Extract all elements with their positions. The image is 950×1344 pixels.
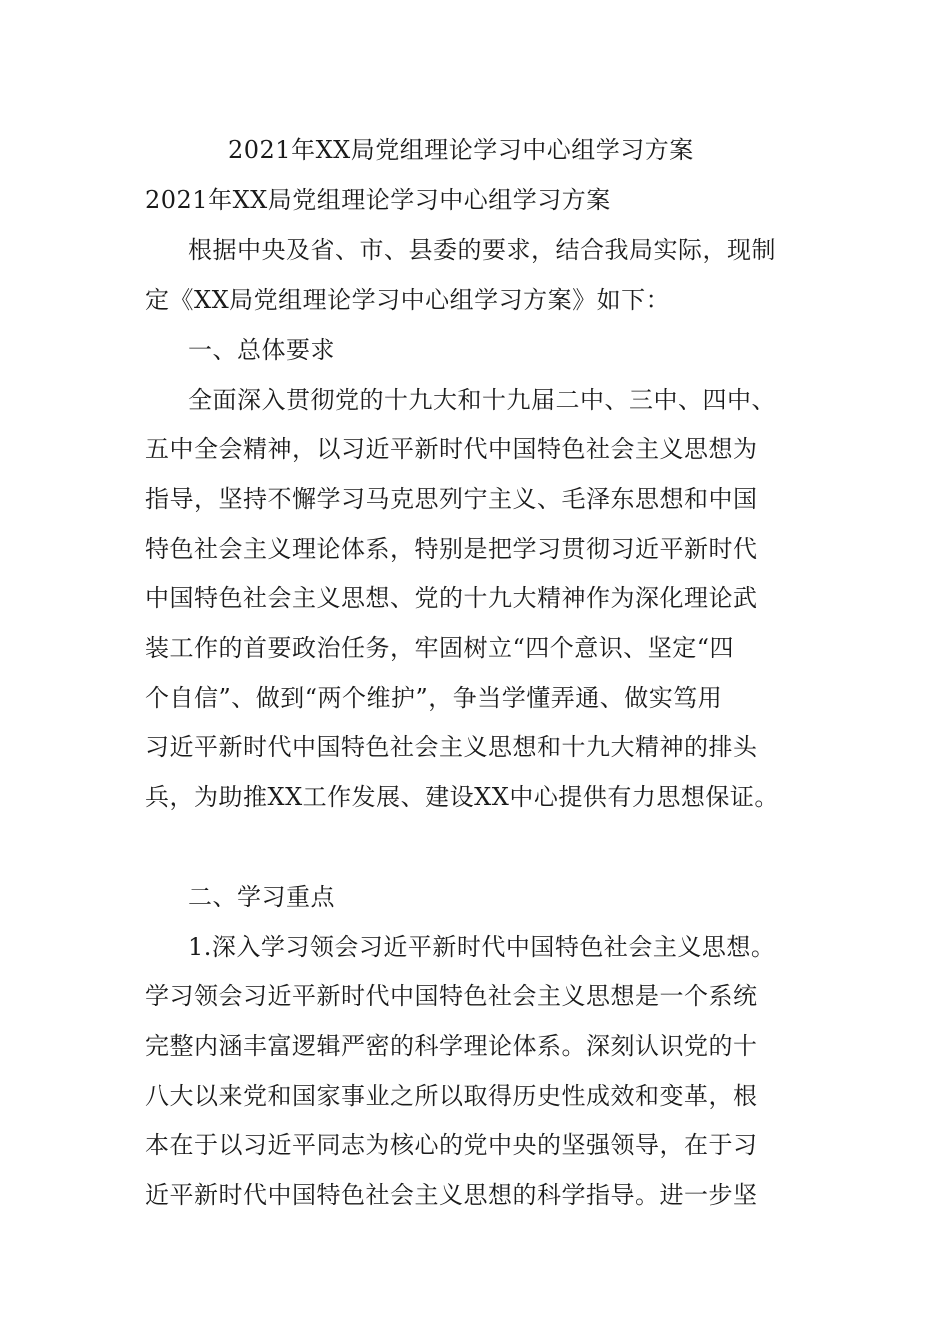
paragraph-line: 中国特色社会主义思想、党的十九大精神作为深化理论武	[145, 584, 758, 612]
intro-line: 根据中央及省、市、县委的要求，结合我局实际，现制	[188, 236, 776, 264]
paragraph-line: 八大以来党和国家事业之所以取得历史性成效和变革，根	[145, 1082, 758, 1110]
paragraph-line: 兵，为助推XX工作发展、建设XX中心提供有力思想保证。	[145, 783, 779, 811]
section-heading: 一、总体要求	[188, 336, 335, 364]
paragraph-line: 1.深入学习领会习近平新时代中国特色社会主义思想。	[188, 933, 776, 961]
paragraph-line: 个自信”、做到“两个维护”，争当学懂弄通、做实笃用	[145, 684, 723, 712]
paragraph-line: 习近平新时代中国特色社会主义思想和十九大精神的排头	[145, 733, 758, 761]
paragraph-line: 本在于以习近平同志为核心的党中央的坚强领导，在于习	[145, 1131, 758, 1159]
document-title: 2021年XX局党组理论学习中心组学习方案	[228, 136, 694, 164]
paragraph-line: 五中全会精神，以习近平新时代中国特色社会主义思想为	[145, 435, 758, 463]
paragraph-line: 指导，坚持不懈学习马克思列宁主义、毛泽东思想和中国	[145, 485, 758, 513]
section-heading: 二、学习重点	[188, 883, 335, 911]
document-subtitle: 2021年XX局党组理论学习中心组学习方案	[145, 186, 611, 214]
intro-line: 定《XX局党组理论学习中心组学习方案》如下：	[145, 286, 671, 314]
paragraph-line: 完整内涵丰富逻辑严密的科学理论体系。深刻认识党的十	[145, 1032, 758, 1060]
paragraph-line: 近平新时代中国特色社会主义思想的科学指导。进一步坚	[145, 1181, 758, 1209]
paragraph-line: 学习领会习近平新时代中国特色社会主义思想是一个系统	[145, 982, 758, 1010]
paragraph-line: 特色社会主义理论体系，特别是把学习贯彻习近平新时代	[145, 535, 758, 563]
paragraph-line: 全面深入贯彻党的十九大和十九届二中、三中、四中、	[188, 386, 776, 414]
paragraph-line: 装工作的首要政治任务，牢固树立“四个意识、坚定“四	[145, 634, 735, 662]
